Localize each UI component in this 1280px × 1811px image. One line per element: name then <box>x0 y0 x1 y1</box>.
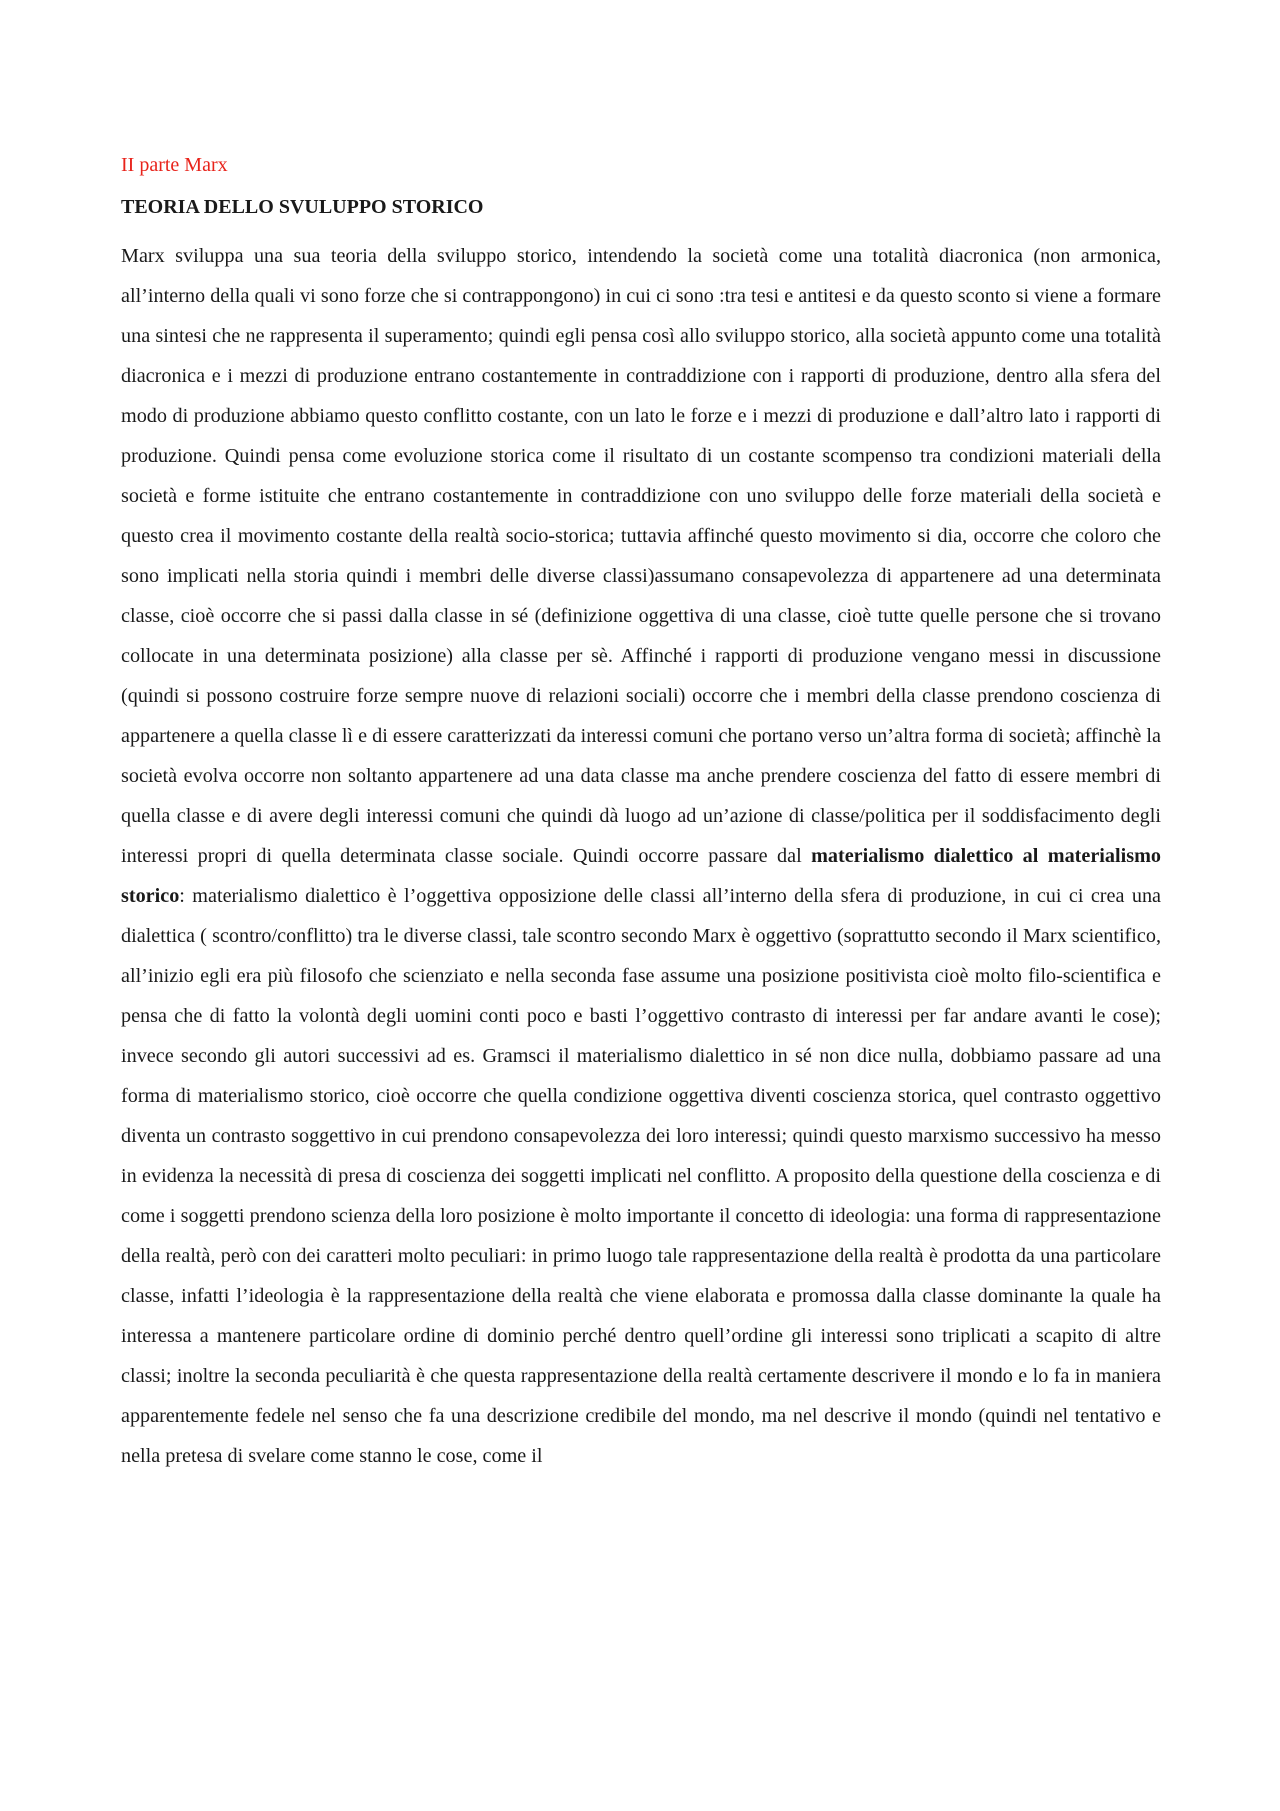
document-page <box>121 150 1161 1476</box>
body-paragraph <box>121 236 1161 1476</box>
document-title: TEORIA DELLO SVULUPPO STORICO <box>121 196 484 218</box>
section-label: II parte Marx <box>121 154 228 176</box>
body-text-part-1: Marx sviluppa una sua teoria della sviluppo storico, intendendo la società come una totalità diacronica (non armonica, all’interno della quali vi sono forze che si contrappongono) in cui ci sono :tra tesi e antitesi e da questo sconto si viene a formare una sintesi che ne rappresenta il superamento; quindi egli pensa così allo sviluppo storico, alla società appunto come una totalità diacronica e i mezzi di produzione entrano costantemente in contraddizione con i rapporti di produzione, dentro alla sfera del modo di produzione abbiamo questo conflitto costante, con un lato le forze e i mezzi di produzione e dall’altro lato i rapporti di produzione. Quindi pensa come evoluzione storica come il risultato di un costante scompenso tra condizioni materiali della società e forme istituite che entrano costantemente in contraddizione con uno sviluppo delle forze materiali della società e questo crea il movimento costante della realtà socio-storica; tuttavia affinché questo movimento si dia, occorre che coloro che sono implicati nella storia quindi i membri delle diverse classi)assumano consapevolezza di appartenere ad una determinata classe, cioè occorre che si passi dalla classe in sé (definizione oggettiva di una classe, cioè tutte quelle persone che si trovano collocate in una determinata posizione) alla classe per sè. Affinché i rapporti di produzione vengano messi in discussione (quindi si possono costruire forze sempre nuove di relazioni sociali) occorre che i membri della classe prendono coscienza di appartenere a quella classe lì e di essere caratterizzati da interessi comuni che portano verso un’altra forma di società; affinchè la società evolva occorre non soltanto appartenere ad una data classe ma anche prendere coscienza del fatto di essere membri di quella classe e di avere degli interessi comuni che quindi dà luogo ad un’azione di classe/politica per il soddisfacimento degli interessi propri di quella determinata classe sociale. Quindi occorre passare dal <box>121 245 1161 867</box>
bold-phrase: materialismo dialettico al materialismo storico <box>121 845 1161 907</box>
body-text-part-2: : materialismo dialettico è l’oggettiva opposizione delle classi all’interno della sfera di produzione, in cui ci crea una dialettica ( scontro/conflitto) tra le diverse classi, tale scontro secondo Marx è oggettivo (soprattutto secondo il Marx scientifico, all’inizio egli era più filosofo che scienziato e nella seconda fase assume una posizione positivista cioè molto filo-scientifica e pensa che di fatto la volontà degli uomini conti poco e basti l’oggettivo contrasto di interessi per far andare avanti le cose); invece secondo gli autori successivi ad es. Gramsci il materialismo dialettico in sé non dice nulla, dobbiamo passare ad una forma di materialismo storico, cioè occorre che quella condizione oggettiva diventi coscienza storica, quel contrasto oggettivo diventa un contrasto soggettivo in cui prendono consapevolezza dei loro interessi; quindi questo marxismo successivo ha messo in evidenza la necessità di presa di coscienza dei soggetti implicati nel conflitto. A proposito della questione della coscienza e di come i soggetti prendono scienza della loro posizione è molto importante il concetto di ideologia: una forma di rappresentazione della realtà, però con dei caratteri molto peculiari: in primo luogo tale rappresentazione della realtà è prodotta da una particolare classe, infatti l’ideologia è la rappresentazione della realtà che viene elaborata e promossa dalla classe dominante la quale ha interessa a mantenere particolare ordine di dominio perché dentro quell’ordine gli interessi sono triplicati a scapito di altre classi; inoltre la seconda peculiarità è che questa rappresentazione della realtà certamente descrivere il mondo e lo fa in maniera apparentemente fedele nel senso che fa una descrizione credibile del mondo, ma nel descrive il mondo (quindi nel tentativo e nella pretesa di svelare come stanno le cose, come il <box>121 885 1161 1467</box>
